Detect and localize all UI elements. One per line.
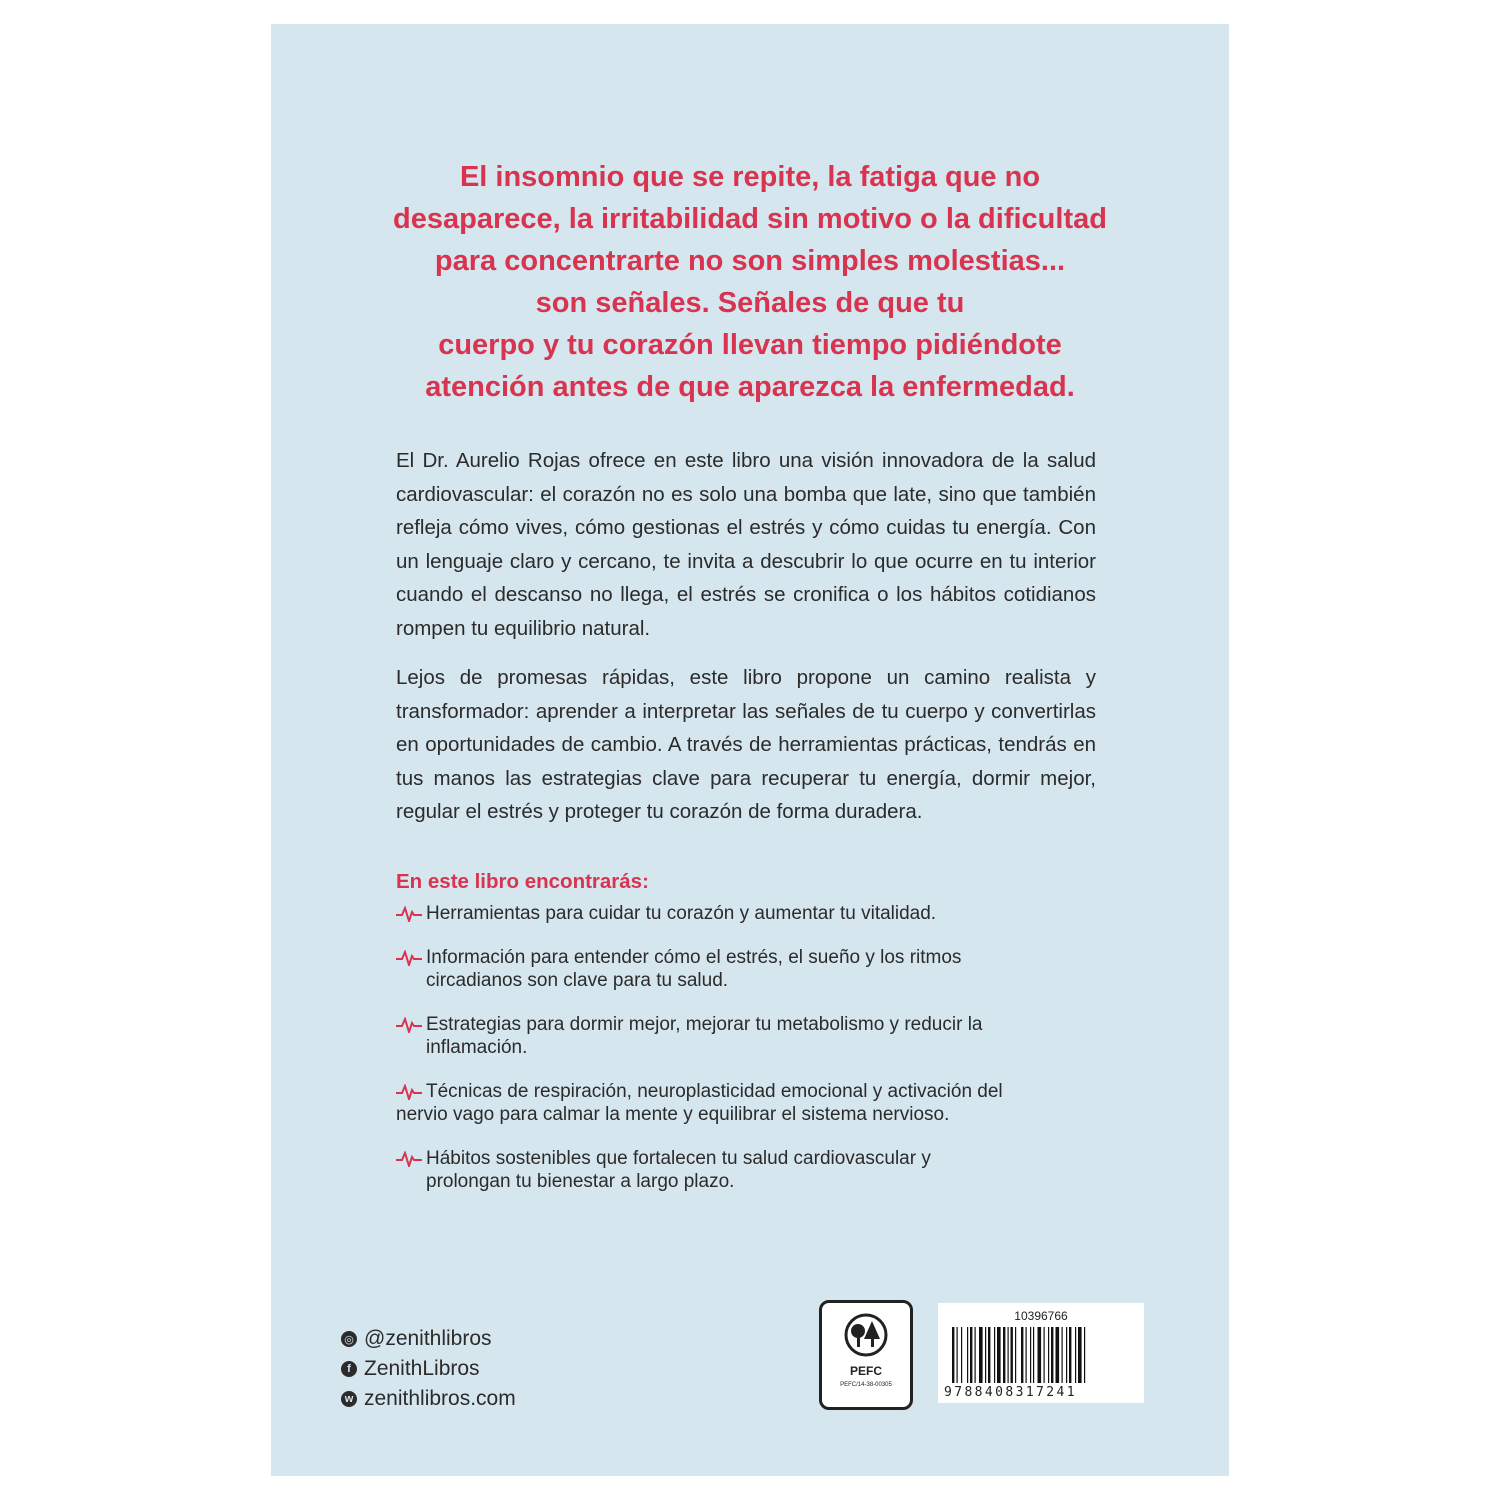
web-icon: w xyxy=(341,1391,357,1407)
website-link[interactable] xyxy=(341,1384,516,1414)
hook-line: cuerpo y tu corazón llevan tiempo pidiéndote xyxy=(438,329,1062,361)
heartbeat-icon xyxy=(396,1151,422,1167)
feature-text: Hábitos sostenibles que fortalecen tu salud cardiovascular y prolongan tu bienestar a largo plazo. xyxy=(426,1148,931,1192)
hook-line: El insomnio que se repite, la fatiga que no xyxy=(459,161,1041,193)
hook-line: son señales. Señales de que tu xyxy=(535,287,965,319)
feature-text: Estrategias para dormir mejor, mejorar tu metabolismo y reducir la inflamación. xyxy=(426,1014,983,1058)
barcode xyxy=(938,1303,1144,1403)
feature-item xyxy=(396,1147,1076,1193)
pefc-certification-logo xyxy=(819,1300,913,1410)
hook-line: desaparece, la irritabilidad sin motivo o la dificultad xyxy=(393,203,1107,235)
description-paragraph-1: El Dr. Aurelio Rojas ofrece en este libro una visión innovadora de la salud cardiovascular: el corazón no es solo una bomba que late, sino que también refleja cómo vives, cómo gestionas el estrés y cómo cuidas tu energía. Con un lenguaje claro y cercano, te invita a descubrir lo que ocurre en tu interior cuando el descanso no llega, el estrés se cronifica o los hábitos cotidianos rompen tu equilibrio natural. xyxy=(396,449,1096,640)
feature-item xyxy=(396,902,1076,925)
feature-item xyxy=(396,1080,1076,1126)
facebook-handle: ZenithLibros xyxy=(364,1357,480,1380)
instagram-handle: @zenithlibros xyxy=(364,1327,492,1350)
pefc-trees-icon xyxy=(838,1313,894,1357)
barcode-ean: 9788408317241 xyxy=(944,1385,1077,1400)
barcode-top-number: 10396766 xyxy=(1014,1309,1068,1323)
instagram-icon: ◎ xyxy=(341,1331,357,1347)
feature-text: Herramientas para cuidar tu corazón y aumentar tu vitalidad. xyxy=(426,903,937,924)
heartbeat-icon xyxy=(396,950,422,966)
hook-line: para concentrarte no son simples molestias... xyxy=(434,245,1066,277)
hook-text xyxy=(271,156,1229,408)
heartbeat-icon xyxy=(396,1084,422,1100)
feature-text: Técnicas de respiración, neuroplasticidad emocional y activación del nervio vago para calmar la mente y equilibrar el sistema nervioso. xyxy=(396,1081,1003,1125)
heartbeat-icon xyxy=(396,906,422,922)
hook-line: atención antes de que aparezca la enfermedad. xyxy=(425,371,1075,403)
back-cover xyxy=(271,24,1229,1476)
heartbeat-icon xyxy=(396,1017,422,1033)
instagram-link[interactable] xyxy=(341,1324,516,1354)
pefc-code: PEFC/14-38-00305 xyxy=(840,1382,892,1388)
features-heading: En este libro encontrarás: xyxy=(396,870,649,893)
feature-text: Información para entender cómo el estrés, el sueño y los ritmos circadianos son clave para tu salud. xyxy=(426,947,962,991)
website-url: zenithlibros.com xyxy=(364,1387,516,1410)
facebook-icon: f xyxy=(341,1361,357,1377)
barcode-bars xyxy=(952,1327,1130,1385)
pefc-name: PEFC xyxy=(849,1364,882,1378)
description-paragraph-2: Lejos de promesas rápidas, este libro propone un camino realista y transformador: aprender a interpretar las señales de tu cuerpo y convertirlas en oportunidades de cambio. A través de herramientas prácticas, tendrás en tus manos las estrategias clave para recuperar tu energía, dormir mejor, regular el estrés y proteger tu corazón de forma duradera. xyxy=(396,666,1096,823)
feature-item xyxy=(396,946,1076,992)
facebook-link[interactable] xyxy=(341,1354,516,1384)
feature-item xyxy=(396,1013,1076,1059)
social-links xyxy=(341,1324,516,1414)
